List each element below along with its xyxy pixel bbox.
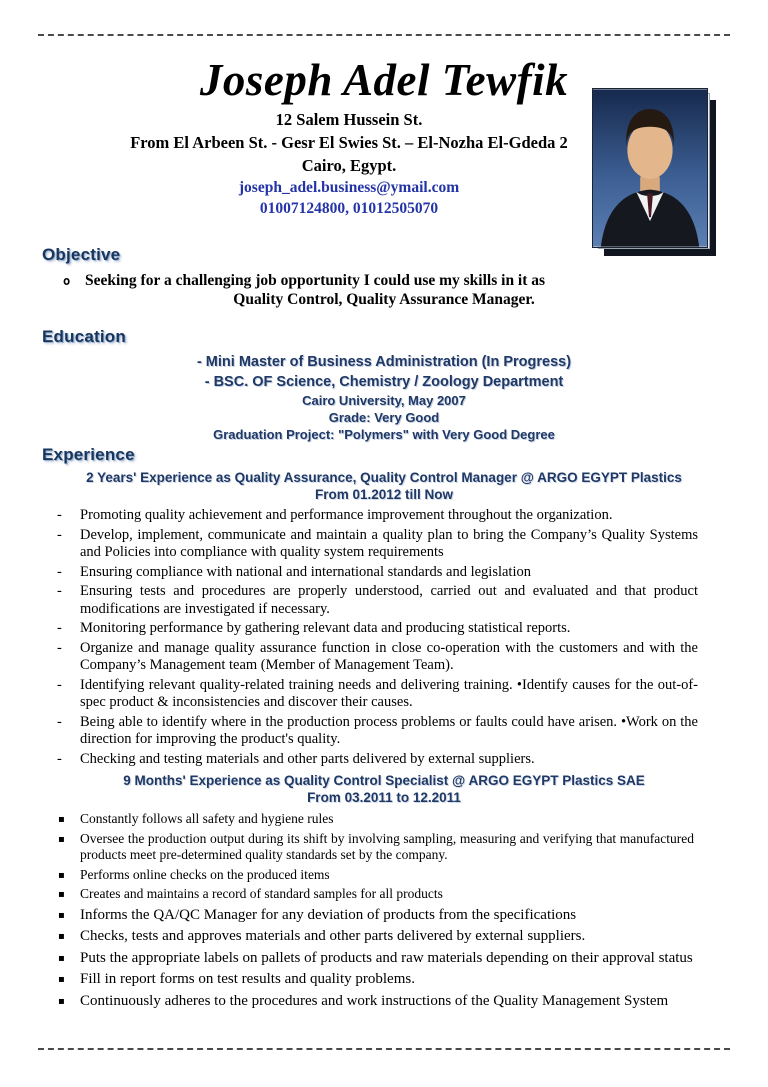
list-item: - Being able to identify where in the production process problems or faults could have arisen. •Work on the direction for improving the product's quality. bbox=[57, 714, 698, 749]
education-grade: Grade: Very Good bbox=[328, 410, 440, 425]
list-item: ▪ Checks, tests and approves materials and other parts delivered by external suppliers. bbox=[57, 927, 694, 946]
job2-title: 9 Months' Experience as Quality Control Specialist @ ARGO EGYPT Plastics SAE bbox=[123, 773, 645, 788]
list-item: ▪ Continuously adheres to the procedures and work instructions of the Quality Management System bbox=[57, 992, 694, 1011]
objective-target-roles: Quality Control, Quality Assurance Manager. bbox=[233, 291, 535, 308]
objective-statement: o Seeking for a challenging job opportunity I could use my skills in it as bbox=[63, 271, 726, 290]
list-item: ▪ Constantly follows all safety and hygiene rules bbox=[57, 811, 694, 828]
education-degree-2: - BSC. OF Science, Chemistry / Zoology Department bbox=[204, 374, 564, 390]
list-item: - Checking and testing materials and other parts delivered by external suppliers. bbox=[57, 751, 698, 769]
section-heading-objective: Objective bbox=[42, 245, 121, 264]
person-photo-image bbox=[592, 88, 708, 248]
list-item: ▪ Creates and maintains a record of standard samples for all products bbox=[57, 886, 694, 903]
address-line-1: 12 Salem Hussein St. bbox=[275, 110, 423, 129]
list-item: - Develop, implement, communicate and maintain a quality plan to bring the Company’s Quality Systems and Policies into compliance with quality system requirements bbox=[57, 527, 698, 562]
job1-duties-list bbox=[42, 507, 726, 768]
education-graduation-project: Graduation Project: "Polymers" with Very Good Degree bbox=[213, 427, 555, 442]
list-item: - Identifying relevant quality-related training needs and delivering training. •Identify causes for the out-of-spec product & inconsistencies and discover their causes. bbox=[57, 677, 698, 712]
education-degree-1: - Mini Master of Business Administration (In Progress) bbox=[196, 354, 572, 370]
list-item: - Ensuring tests and procedures are properly understood, carried out and evaluated and that product modifications are investigated if necessary. bbox=[57, 583, 698, 618]
list-item: - Promoting quality achievement and performance improvement throughout the organization. bbox=[57, 507, 698, 525]
page-title: Joseph Adel Tewfik bbox=[199, 55, 569, 105]
list-item: - Monitoring performance by gathering relevant data and producing statistical reports. bbox=[57, 620, 698, 638]
list-item: ▪ Oversee the production output during its shift by involving sampling, measuring and verifying that manufactured products meet pre-determined quality standards set by the company. bbox=[57, 831, 694, 864]
job2-period: From 03.2011 to 12.2011 bbox=[307, 790, 461, 805]
list-item: ▪ Performs online checks on the produced items bbox=[57, 867, 694, 884]
section-heading-experience: Experience bbox=[42, 445, 135, 464]
job1-period: From 01.2012 till Now bbox=[314, 487, 454, 502]
email-text: joseph_adel.business@ymail.com bbox=[238, 179, 460, 196]
list-item: - Ensuring compliance with national and international standards and legislation bbox=[57, 564, 698, 582]
page-bottom-border bbox=[38, 1048, 730, 1050]
list-item: - Organize and manage quality assurance function in close co-operation with the customers and with the Company’s Management team (Member of Management Team). bbox=[57, 640, 698, 675]
job1-title: 2 Years' Experience as Quality Assurance, Quality Control Manager @ ARGO EGYPT Plastics bbox=[86, 470, 682, 485]
phone-numbers: 01007124800, 01012505070 bbox=[259, 200, 439, 217]
list-item: ▪ Puts the appropriate labels on pallets of products and raw materials depending on their approval status bbox=[57, 949, 694, 968]
list-item: ▪ Fill in report forms on test results and quality problems. bbox=[57, 970, 694, 989]
contact-block bbox=[42, 108, 656, 219]
portrait-photo bbox=[592, 88, 708, 248]
job2-duties-list bbox=[42, 811, 726, 1010]
list-item: ▪ Informs the QA/QC Manager for any deviation of products from the specifications bbox=[57, 906, 694, 925]
section-heading-education: Education bbox=[42, 327, 126, 346]
address-line-3: Cairo, Egypt. bbox=[301, 156, 397, 175]
education-university: Cairo University, May 2007 bbox=[302, 393, 466, 408]
address-line-2: From El Arbeen St. - Gesr El Swies St. – El-Nozha El-Gdeda 2 bbox=[130, 133, 568, 152]
